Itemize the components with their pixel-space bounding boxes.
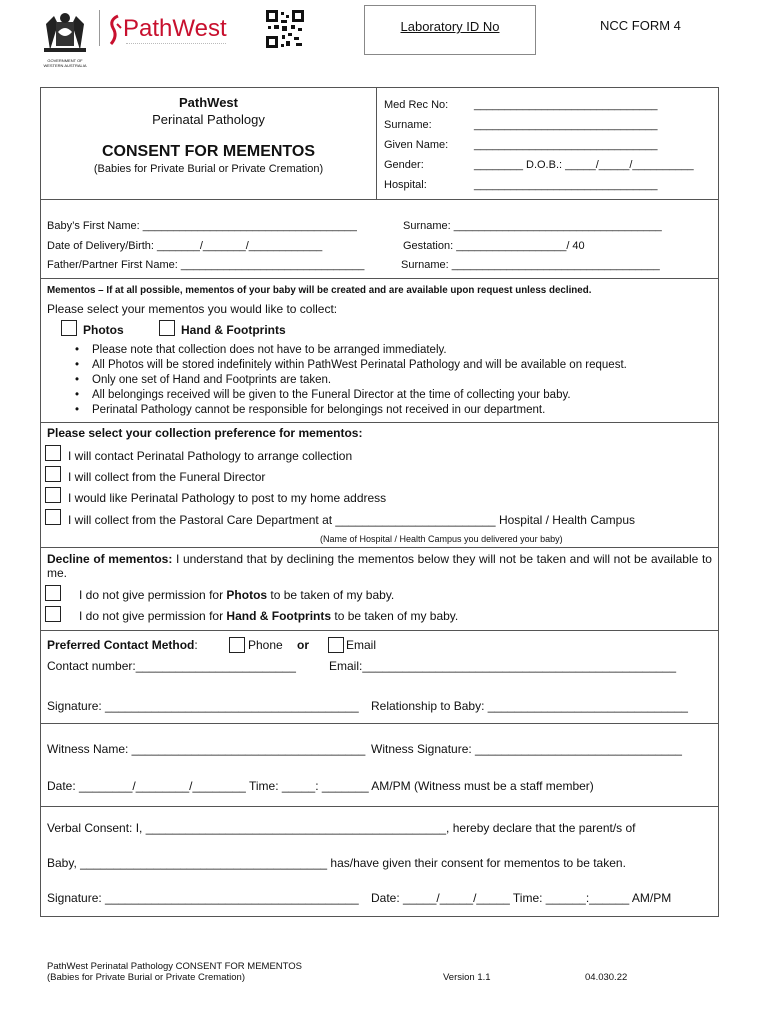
father-surname-field[interactable]: Surname: __________________________________ <box>401 259 660 271</box>
divider <box>40 422 718 423</box>
contact-phone-checkbox[interactable] <box>229 637 245 653</box>
baby-surname-field[interactable]: Surname: __________________________________ <box>403 220 662 232</box>
divider <box>40 547 718 548</box>
patient-gender-label: Gender: <box>384 159 424 171</box>
laboratory-id-box[interactable] <box>364 5 536 55</box>
hand-footprints-label: Hand & Footprints <box>181 323 286 337</box>
collection-hospital-note: (Name of Hospital / Health Campus you delivered your baby) <box>320 534 563 544</box>
gestation-field[interactable]: Gestation: __________________/ 40 <box>403 240 585 252</box>
list-item: • Please note that collection does not have to be arranged immediately. <box>68 343 708 358</box>
patient-given-name-field[interactable]: ______________________________ <box>474 139 658 151</box>
title-divider <box>376 87 377 199</box>
list-item: • Perinatal Pathology cannot be responsible for belongings not received in our department. <box>68 403 708 418</box>
contact-phone-label: Phone <box>248 638 283 652</box>
contact-or-label: or <box>297 638 309 652</box>
relationship-field[interactable]: Relationship to Baby: ______________________________ <box>371 699 688 713</box>
collection-heading: Please select your collection preference for mementos: <box>47 426 363 440</box>
patient-surname-label: Surname: <box>384 119 432 131</box>
mementos-prompt: Please select your mementos you would like to collect: <box>47 302 338 316</box>
collection-contact-checkbox[interactable] <box>45 445 61 461</box>
collection-post-label: I would like Perinatal Pathology to post to my home address <box>68 491 387 505</box>
divider <box>40 199 718 200</box>
signature-field[interactable]: Signature: ______________________________________ <box>47 699 359 713</box>
verbal-baby-line[interactable]: Baby, _____________________________________ has/have given their consent for mementos to be taken. <box>47 856 626 870</box>
page-title: CONSENT FOR MEMENTOS <box>101 143 316 160</box>
footer-subtitle: (Babies for Private Burial or Private Cremation) <box>47 972 245 983</box>
contact-email-field[interactable]: Email:_______________________________________________ <box>329 659 677 673</box>
list-item: • All belongings received will be given to the Funeral Director at the time of collecting your baby. <box>68 388 708 403</box>
contact-heading-row <box>47 638 198 652</box>
photos-label: Photos <box>83 323 124 337</box>
divider <box>40 630 718 631</box>
hand-footprints-checkbox[interactable] <box>159 320 175 336</box>
delivery-date-field[interactable]: Date of Delivery/Birth: _______/_______/____________ <box>47 240 323 252</box>
decline-text: I understand that by declining the mementos below they will not be taken and will not be available to me. <box>47 552 712 580</box>
crest-caption: GOVERNMENT OF WESTERN AUSTRALIA <box>43 58 87 68</box>
pathwest-logo <box>106 14 236 48</box>
med-rec-label: Med Rec No: <box>384 99 449 111</box>
decline-hand-bold: Hand & Footprints <box>226 609 332 623</box>
list-item: • All Photos will be stored indefinitely within PathWest Perinatal Pathology and will be available on request. <box>68 358 708 373</box>
collection-pastoral-care-checkbox[interactable] <box>45 509 61 525</box>
verbal-signature-field[interactable]: Signature: ______________________________________ <box>47 891 359 905</box>
form-code: NCC FORM 4 <box>600 18 681 33</box>
mementos-heading: Mementos – If at all possible, mementos of your baby will be created and are available upon request unless declined. <box>47 285 592 296</box>
decline-photos-checkbox[interactable] <box>45 585 61 601</box>
contact-email-label: Email <box>346 638 377 652</box>
pathwest-swirl-icon <box>106 14 124 46</box>
logo-tagline <box>126 43 226 44</box>
collection-funeral-director-label: I will collect from the Funeral Director <box>68 470 266 484</box>
mementos-notes-list <box>68 343 708 418</box>
divider <box>40 806 718 807</box>
qr-code-icon <box>266 10 304 48</box>
decline-hand-label <box>79 609 458 623</box>
header-divider <box>99 10 100 46</box>
divider <box>40 723 718 724</box>
patient-surname-field[interactable]: ______________________________ <box>474 119 658 131</box>
page-subtitle: (Babies for Private Burial or Private Cremation) <box>93 163 324 175</box>
decline-hand-tail: to be taken of my baby. <box>331 609 459 623</box>
patient-gender-dob-field[interactable]: ________ D.O.B.: _____/_____/__________ <box>474 159 694 171</box>
photos-checkbox[interactable] <box>61 320 77 336</box>
wa-crest-logo <box>36 10 94 68</box>
collection-contact-label: I will contact Perinatal Pathology to arrange collection <box>68 449 353 463</box>
divider <box>40 278 718 279</box>
baby-first-name-field[interactable]: Baby’s First Name: ___________________________________ <box>47 220 357 232</box>
collection-pastoral-care-label: I will collect from the Pastoral Care Department at ________________________ Hospital / Health Campus <box>68 513 635 527</box>
contact-number-field[interactable]: Contact number:________________________ <box>47 659 296 673</box>
pathwest-logo-text: PathWest <box>123 15 227 42</box>
witness-signature-field[interactable]: Witness Signature: _______________________________ <box>371 742 682 756</box>
title-dept: Perinatal Pathology <box>152 112 265 127</box>
list-item: • Only one set of Hand and Footprints are taken. <box>68 373 708 388</box>
footer-version: Version 1.1 <box>443 972 491 983</box>
decline-photos-bold: Photos <box>226 588 268 602</box>
witness-name-field[interactable]: Witness Name: ___________________________________ <box>47 742 366 756</box>
title-org: PathWest <box>179 95 238 110</box>
decline-photos-label <box>79 588 394 602</box>
footer-date: 04.030.22 <box>585 972 628 983</box>
patient-hospital-field[interactable]: ______________________________ <box>474 179 658 191</box>
decline-statement <box>47 552 712 580</box>
decline-hand-checkbox[interactable] <box>45 606 61 622</box>
verbal-consent-line[interactable]: Verbal Consent: I, _____________________________________________, hereby declare that the parent/s of <box>47 821 636 835</box>
verbal-datetime-field[interactable]: Date: _____/_____/_____ Time: ______:______ AM/PM <box>371 891 672 905</box>
contact-heading-colon: : <box>194 638 198 652</box>
footer-title: PathWest Perinatal Pathology CONSENT FOR MEMENTOS <box>47 961 303 972</box>
contact-heading: Preferred Contact Method <box>47 638 195 652</box>
decline-photos-tail: to be taken of my baby. <box>267 588 395 602</box>
collection-post-checkbox[interactable] <box>45 487 61 503</box>
patient-given-name-label: Given Name: <box>384 139 449 151</box>
contact-email-checkbox[interactable] <box>328 637 344 653</box>
witness-datetime-field[interactable]: Date: ________/________/________ Time: _____: _______ AM/PM (Witness must be a staff member) <box>47 779 594 793</box>
laboratory-id-label: Laboratory ID No <box>400 19 500 34</box>
decline-heading: Decline of mementos: <box>47 552 173 566</box>
patient-hospital-label: Hospital: <box>384 179 427 191</box>
father-first-name-field[interactable]: Father/Partner First Name: ______________________________ <box>47 259 365 271</box>
med-rec-field[interactable]: ______________________________ <box>474 99 658 111</box>
decline-photos-text: I do not give permission for <box>79 588 227 602</box>
decline-hand-text: I do not give permission for <box>79 609 227 623</box>
collection-funeral-director-checkbox[interactable] <box>45 466 61 482</box>
